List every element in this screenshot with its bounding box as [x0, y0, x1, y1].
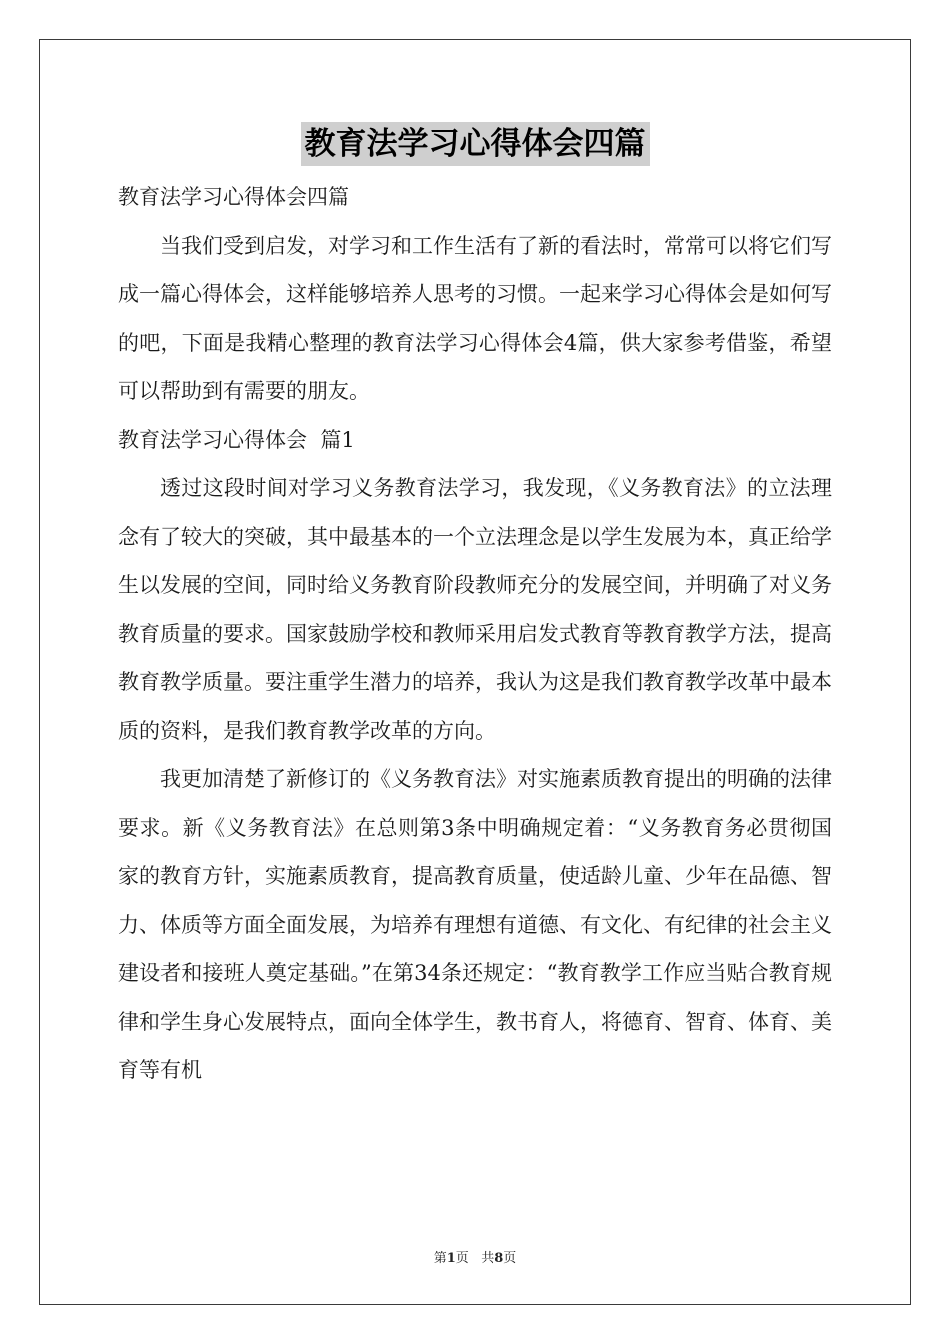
body-paragraph-1: 透过这段时间对学习义务教育法学习，我发现，《义务教育法》的立法理念有了较大的突破，其中最基本的一个立法理念是以学生发展为本，真正给学生以发展的空间，同时给义务教育阶段教师充分的发展空间，并明确了对义务教育质量的要求。国家鼓励学校和教师采用启发式教育等教育教学方法，提高教育教学质量。要注重学生潜力的培养，我认为这是我们教育教学改革中最本质的资料，是我们教育教学改革的方向。: [118, 476, 832, 743]
document-subtitle: 教育法学习心得体会四篇: [118, 185, 349, 209]
body-paragraph-2: 我更加清楚了新修订的《义务教育法》对实施素质教育提出的明确的法律要求。新《义务教育法》在总则第3条中明确规定着：“义务教育务必贯彻国家的教育方针，实施素质教育，提高教育质量，使适龄儿童、少年在品德、智力、体质等方面全面发展，为培养有理想有道德、有文化、有纪律的社会主义建设者和接班人奠定基础。”在第34条还规定：“教育教学工作应当贴合教育规律和学生身心发展特点，面向全体学生，教书育人，将德育、智育、体育、美育等有机: [118, 767, 832, 1082]
section-heading: 教育法学习心得体会 篇1: [118, 427, 355, 452]
footer-total-prefix: 共: [481, 1251, 495, 1266]
intro-paragraph: 当我们受到启发，对学习和工作生活有了新的看法时，常常可以将它们写成一篇心得体会，这样能够培养人思考的习惯。一起来学习心得体会是如何写的吧，下面是我精心整理的教育法学习心得体会4篇，供大家参考借鉴，希望可以帮助到有需要的朋友。: [118, 233, 832, 403]
footer-current-page: 1: [446, 1251, 456, 1266]
footer-prefix: 第: [433, 1251, 447, 1266]
title-container: [0, 122, 950, 166]
document-body: [118, 173, 832, 1095]
page-footer: [0, 1247, 950, 1266]
footer-page-word: 页: [455, 1251, 469, 1266]
footer-total-pages: 8: [494, 1251, 504, 1266]
footer-total-suffix: 页: [503, 1251, 517, 1266]
document-title: 教育法学习心得体会四篇: [301, 122, 650, 166]
